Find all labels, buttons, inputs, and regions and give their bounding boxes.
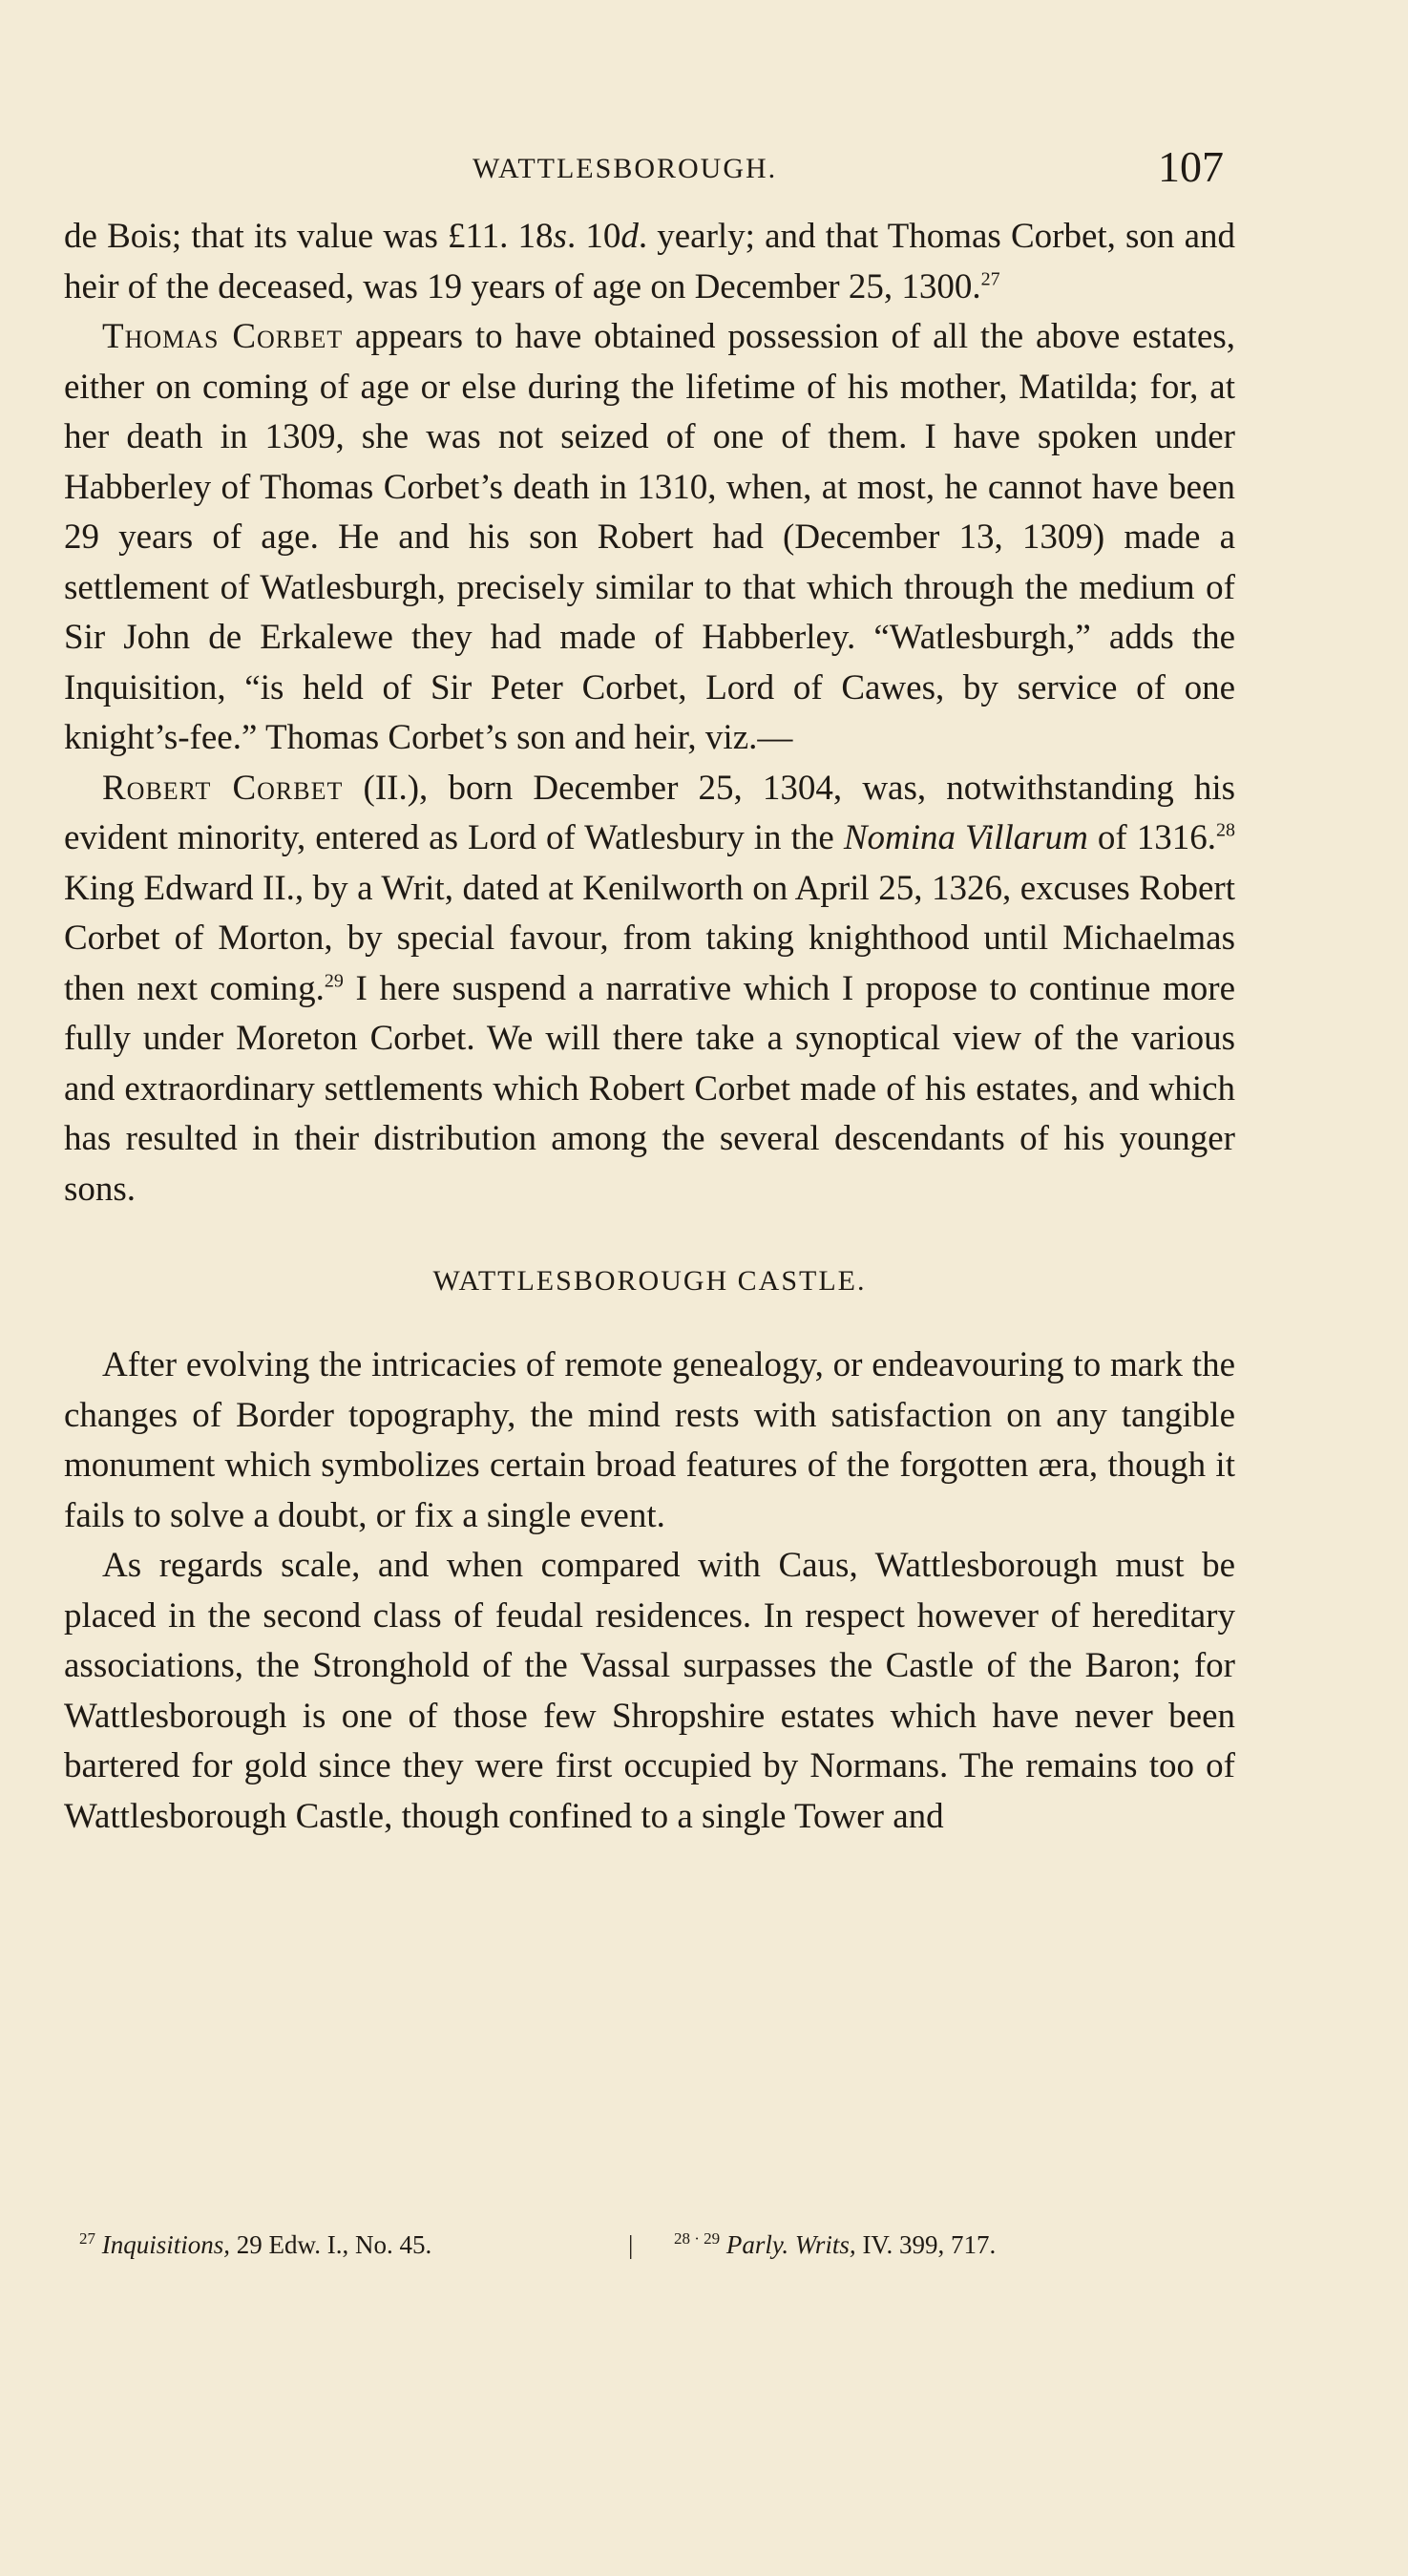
footnote-28-29: $^{28 \cdot 29}$ Parly. Writs, IV. 399, 717. [674,2229,997,2259]
page-number: 107 [1158,142,1224,191]
paragraph-5: As regards scale, and when compared with Caus, Wattlesborough must be placed in the second class of feudal residences. In respect however of hereditary associations, the Stronghold of the Vassal surpasses the Castle of the Baron; for Wattlesborough is one of those few Shropshire estates which have never been bartered for gold since they were first occupied by Normans. The remains too of Wattlesborough Castle, though confined to a single Tower and [64,1546,1235,1836]
paragraph-1: de Bois; that its value was £11. 18s. 10d. yearly; and that Thomas Corbet, son and heir of the deceased, was 19 years of age on December 25, 1300.27 [64,217,1235,306]
paragraph-2: Thomas Corbet appears to have obtained possession of all the above estates, either on coming of age or else during the lifetime of his mother, Matilda; for, at her death in 1309, she was not seized of one of them. I have spoken under Habberley of Thomas Corbet’s death in 1310, when, at most, he cannot have been 29 years of age. He and his son Robert had (December 13, 1309) made a settlement of Watlesburgh, precisely similar to that which through the medium of Sir John de Erkalewe they had made of Habberley. “Watlesburgh,” adds the Inquisition, “is held of Sir Peter Corbet, Lord of Cawes, by service of one knight’s-fee.” Thomas Corbet’s son and heir, viz.— [64,317,1235,757]
footnote-27: $^{27}$ Inquisitions, 29 Edw. I., No. 45. [79,2229,432,2259]
running-head [67,141,1224,199]
footnote-separator: | [628,2230,634,2259]
paragraph-3: Robert Corbet (II.), born December 25, 1304, was, notwithstanding his evident minority, entered as Lord of Watlesbury in the Nomina Villarum of 1316.28 King Edward II., by a Writ, dated at Kenilworth on April 25, 1326, excuses Robert Corbet of Morton, by special favour, from taking knighthood until Michaelmas then next coming.$^{29}$ I here suspend a narrative which I propose to continue more fully under Moreton Corbet. We will there take a synoptical view of the various and extraordinary settlements which Robert Corbet made of his estates, and which has resulted in their distribution among the several descendants of his younger sons. [64,768,1236,1209]
footnotes [79,2229,1206,2260]
running-head-title: WATTLESBOROUGH. [473,153,778,184]
paragraph-4: After evolving the intricacies of remote genealogy, or endeavouring to mark the changes of Border topography, the mind rests with satisfaction on any tangible monument which symbolizes certain broad features of the forgotten æra, though it fails to solve a doubt, or fix a single event. [64,1345,1235,1535]
body-text [64,212,1235,1842]
section-heading: WATTLESBOROUGH CASTLE. [432,1265,867,1297]
